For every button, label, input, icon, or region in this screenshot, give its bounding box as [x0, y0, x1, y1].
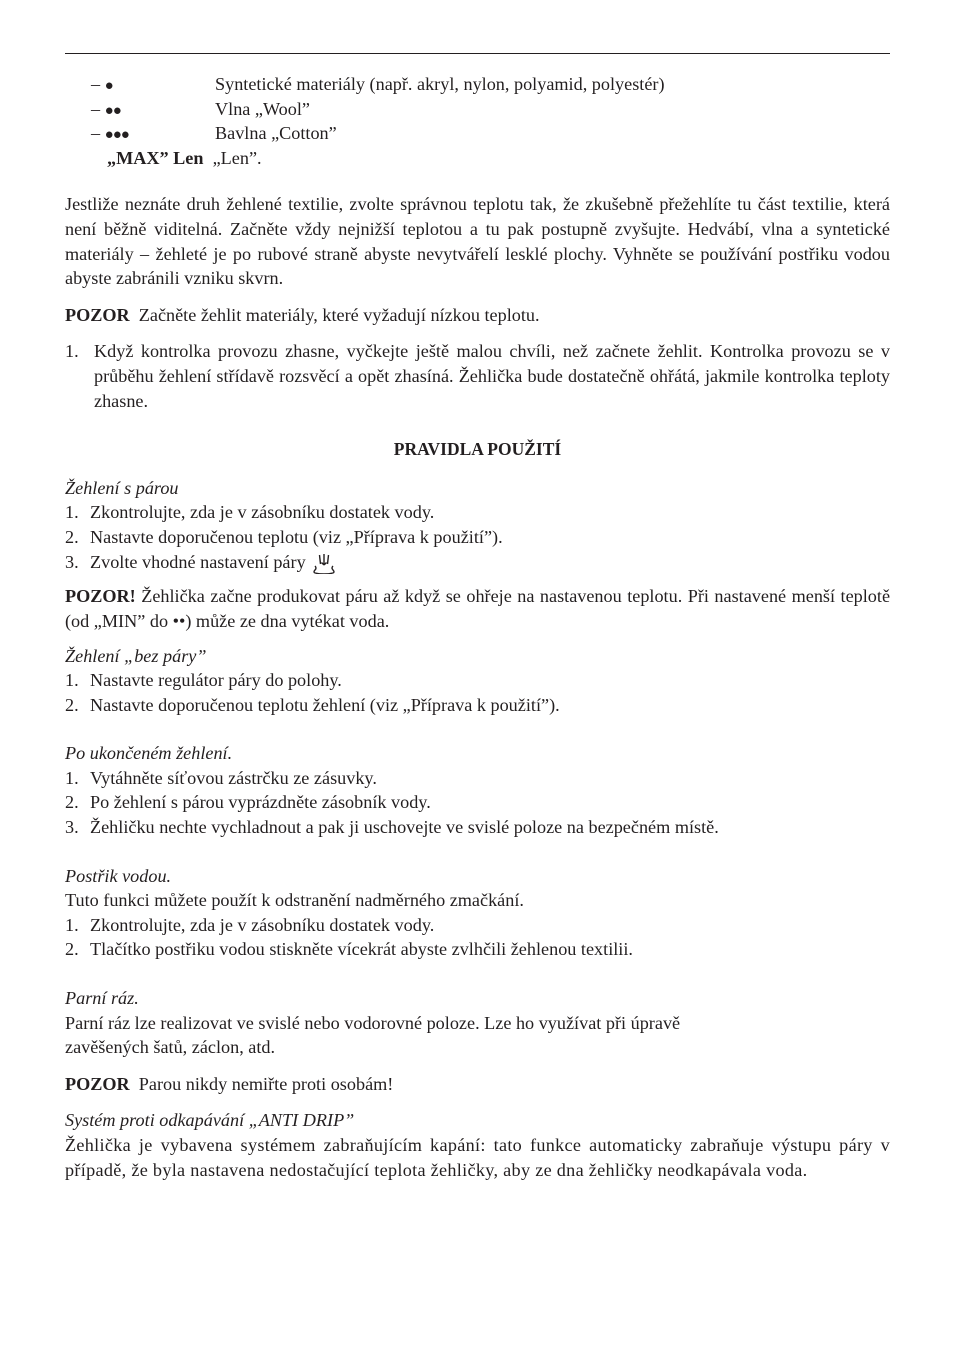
temperature-dots: ●●● — [104, 127, 129, 144]
list-item — [65, 913, 890, 938]
list-item — [65, 766, 890, 791]
list-item — [65, 937, 890, 962]
spray-intro: Tuto funkci můžete použít k odstranění nadměrného zmačkání. — [65, 890, 524, 911]
temperature-table — [65, 72, 890, 170]
item-text: Tlačítko postřiku vodou stiskněte vícekrát abyste zvlhčili žehlenou textilii. — [90, 939, 633, 960]
item-text: Zvolte vhodné nastavení páry — [90, 551, 306, 572]
item-text: Nastavte doporučenou teplotu žehlení (viz „Příprava k použití”). — [90, 694, 560, 715]
pilot-light-item — [65, 339, 890, 413]
row-prefix: – — [91, 98, 105, 119]
temperature-row — [65, 97, 890, 122]
list-item — [65, 790, 890, 815]
row-prefix: – — [91, 74, 105, 94]
item-number: 1. — [65, 502, 79, 523]
row-prefix: – — [91, 123, 105, 144]
warning-steam — [65, 584, 890, 633]
list-item — [65, 525, 890, 550]
spray-heading: Postřik vodou. — [65, 865, 172, 886]
warning-persons — [65, 1072, 890, 1097]
temperature-dots: ● — [104, 78, 113, 94]
item-number: 1. — [65, 670, 79, 691]
warning-label: POZOR! — [65, 586, 136, 607]
item-number: 3. — [65, 551, 79, 572]
page-content — [65, 72, 890, 1182]
anti-drip-heading: Systém proti odkapávání „ANTI DRIP” — [65, 1110, 355, 1131]
after-ironing-heading: Po ukončeném žehlení. — [65, 743, 233, 764]
item-number: 2. — [65, 526, 79, 547]
warning-label: POZOR — [65, 304, 130, 325]
temperature-desc: Syntetické materiály (např. akryl, nylon, polyamid, polyestér) — [215, 74, 665, 94]
temperature-row — [65, 72, 890, 97]
top-rule — [65, 53, 890, 54]
intro-paragraph: Jestliže neznáte druh žehlené textilie, zvolte správnou teplotu tak, že zkušebně přežehlíte tu část textilie, která není běžně viditelná. Začněte vždy nejnižší teplotou a tu pak postupně zvyšujte. Hedvábí, vlna a syntetické materiály – žehleté je po rubové straně abyste nevytvářelí lesklé plochy. Vyhněte se používání postřiku vodou abyste zabránili vzniku skvrn. — [65, 194, 890, 289]
steam-burst-heading: Parní ráz. — [65, 988, 139, 1009]
item-number: 3. — [65, 817, 79, 838]
list-item — [65, 550, 890, 575]
steam-ironing-heading: Žehlení s párou — [65, 477, 179, 498]
temperature-row — [65, 121, 890, 146]
temperature-dots: ●● — [104, 102, 121, 119]
warning-label: POZOR — [65, 1073, 130, 1094]
item-text: Žehličku nechte vychladnout a pak ji uschovejte ve svislé poloze na bezpečném místě. — [90, 817, 719, 838]
item-number: 1. — [65, 914, 79, 935]
item-text: Nastavte doporučenou teplotu (viz „Příprava k použití”). — [90, 526, 503, 547]
item-text: Vytáhněte síťovou zástrčku ze zásuvky. — [90, 767, 377, 788]
section-title: PRAVIDLA POUŽITÍ — [393, 439, 562, 460]
warning-text: Parou nikdy nemiřte proti osobám! — [138, 1073, 394, 1094]
max-desc: „Len”. — [212, 147, 262, 168]
temperature-desc: Bavlna „Cotton” — [215, 123, 337, 144]
item-text: Nastavte regulátor páry do polohy. — [90, 670, 342, 691]
steam-burst-line: zavěšených šatů, záclon, atd. — [65, 1037, 276, 1058]
warning-low-temp — [65, 303, 890, 328]
list-item — [65, 693, 890, 718]
warning-text: Začněte žehlit materiály, které vyžadují nízkou teplotu. — [138, 304, 540, 325]
warning-text: Žehlička začne produkovat páru až když se ohřeje na nastavenou teplotu. Při nastavené menší teplotě (od „MIN” do ••) může ze dna vytékat voda. — [65, 586, 891, 631]
list-item — [65, 815, 890, 840]
steam-burst-line: Parní ráz lze realizovat ve svislé nebo vodorovné poloze. Lze ho využívat při úpravě — [65, 1012, 681, 1033]
item-number: 2. — [65, 939, 79, 960]
max-row — [65, 146, 890, 171]
item-number: 2. — [65, 792, 79, 813]
dry-ironing-heading: Žehlení „bez páry” — [65, 645, 207, 666]
anti-drip-text: Žehlička je vybavena systémem zabraňujícím kapání: tato funkce automaticky zabraňuje výstupu páry v případě, že byla nastavena nedostačující teplota žehličky, aby ze dna žehličky neodkapávala voda. — [65, 1135, 890, 1180]
item-number: 2. — [65, 694, 79, 715]
item-text: Po žehlení s párou vyprázdněte zásobník vody. — [90, 792, 431, 813]
steam-icon — [312, 552, 336, 574]
item-number: 1. — [65, 341, 79, 362]
list-item — [65, 668, 890, 693]
temperature-desc: Vlna „Wool” — [215, 98, 310, 119]
item-text: Zkontrolujte, zda je v zásobníku dostatek vody. — [90, 914, 435, 935]
item-text: Když kontrolka provozu zhasne, vyčkejte ještě malou chvíli, než začnete žehlit. Kontrolka provozu se v průběhu žehlení střídavě rozsvěcí a opět zhasíná. Žehlička bude dostatečně ohřátá, jakmile kontrolka teploty zhasne. — [94, 341, 890, 411]
item-number: 1. — [65, 767, 79, 788]
max-label: „MAX” Len — [107, 147, 204, 168]
item-text: Zkontrolujte, zda je v zásobníku dostatek vody. — [90, 502, 435, 523]
list-item — [65, 500, 890, 525]
